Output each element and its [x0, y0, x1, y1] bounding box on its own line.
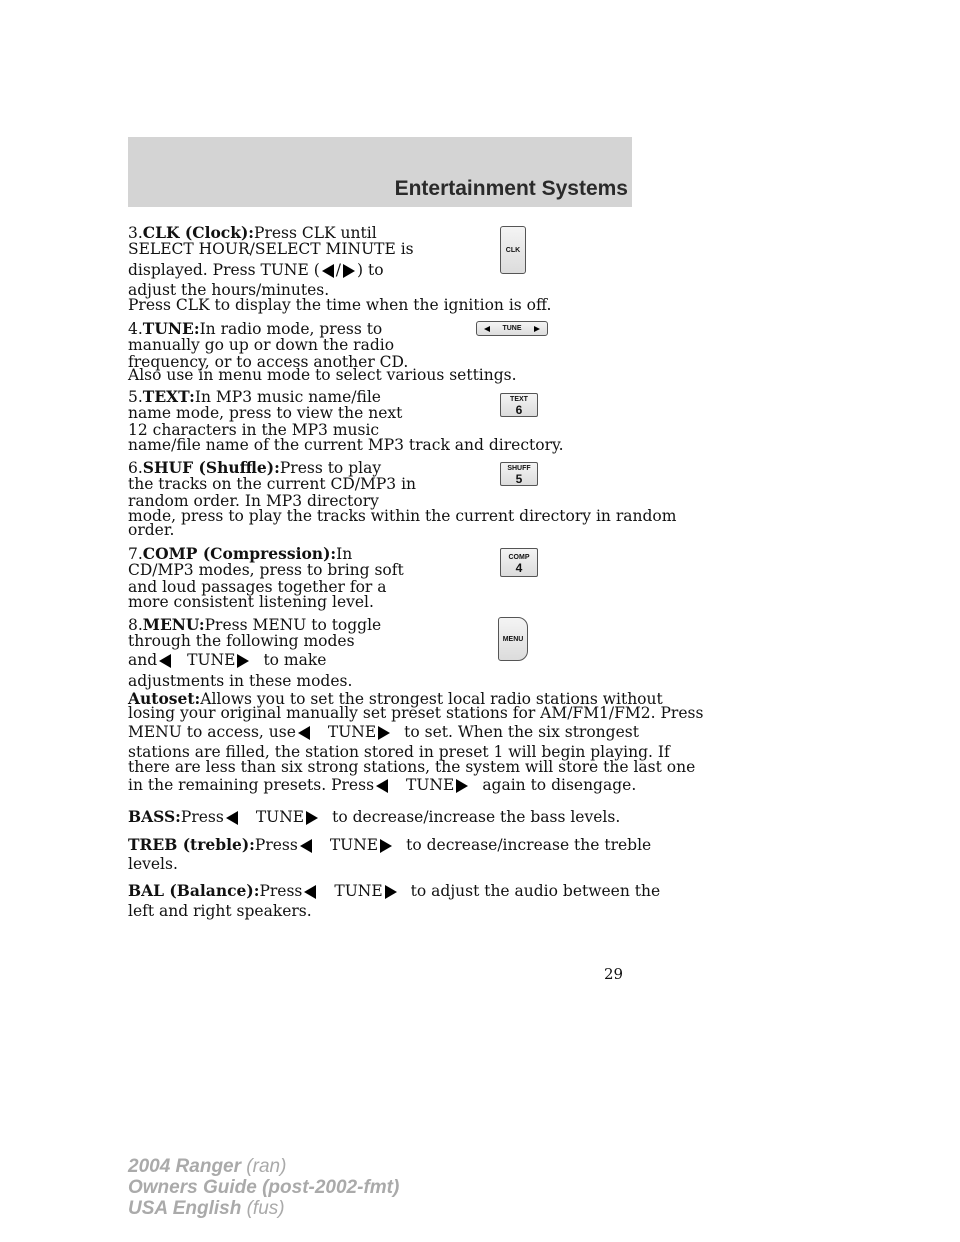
bal-text: to adjust the audio between the [410, 882, 661, 900]
clk-separator: / [335, 261, 341, 279]
shuf-text: Press to play [279, 459, 382, 477]
menu-text: Press MENU to toggle [204, 616, 382, 634]
text-label: TEXT: [142, 387, 195, 406]
autoset-tune-text: TUNE [327, 723, 377, 741]
tune-right-icon [534, 326, 540, 332]
shuf-line-3: random order. In MP3 directory [128, 492, 379, 510]
arrow-right-icon [237, 654, 249, 668]
shuf-line-5: order. [128, 521, 175, 539]
autoset-line-3 [128, 724, 639, 741]
comp-line-3: and loud passages together for a [128, 578, 387, 596]
autoset-text: MENU to access, use [128, 723, 296, 741]
tune-line-4: Also use in menu mode to select various settings. [128, 366, 517, 384]
comp-line-2: CD/MP3 modes, press to bring soft [128, 561, 404, 579]
comp-text: In [336, 545, 353, 563]
tune-button [476, 321, 548, 336]
comp-button-number: 4 [515, 560, 523, 575]
menu-text: and [128, 651, 158, 669]
item-number: 5. [128, 388, 143, 406]
item-number: 7. [128, 545, 143, 563]
clk-button-label: CLK [505, 246, 521, 254]
shuf-label: SHUF (Shuffle): [142, 458, 280, 477]
footer-model-code: (ran) [246, 1156, 287, 1177]
menu-button [498, 617, 528, 661]
section-title: Entertainment Systems [394, 177, 628, 200]
footer [128, 1156, 399, 1219]
arrow-left-icon [322, 264, 334, 278]
tune-line-3: frequency, or to access another CD. [128, 353, 409, 371]
menu-button-label: MENU [502, 635, 524, 643]
text-line-2: name mode, press to view the next [128, 404, 403, 422]
comp-button-label: COMP [508, 553, 530, 561]
header-band [128, 137, 632, 207]
bass-text: to decrease/increase the bass levels. [332, 808, 621, 826]
clk-line-4: adjust the hours/minutes. [128, 281, 330, 299]
bass-label: BASS: [128, 807, 181, 826]
footer-guide: Owners Guide (post-2002-fmt) [128, 1177, 400, 1198]
shuf-button-number: 5 [515, 472, 523, 486]
item-number: 3. [128, 224, 143, 242]
autoset-label: Autoset: [128, 689, 201, 708]
tune-label: TUNE: [142, 319, 200, 338]
text-button-number: 6 [515, 403, 523, 417]
treb-line-2: levels. [128, 855, 178, 873]
arrow-right-icon [380, 839, 392, 853]
item-number: 8. [128, 616, 143, 634]
footer-language-code: (fus) [246, 1198, 285, 1219]
arrow-left-icon [304, 885, 316, 899]
text-line-3: 12 characters in the MP3 music [128, 421, 380, 439]
arrow-right-icon [343, 264, 355, 278]
menu-label: MENU: [142, 615, 205, 634]
autoset-text: to set. When the six strongest [404, 723, 639, 741]
bal-line-1 [128, 882, 660, 900]
text-text: In MP3 music name/file [194, 388, 381, 406]
arrow-right-icon [378, 726, 390, 740]
comp-button [500, 548, 538, 577]
tune-left-icon [484, 326, 490, 332]
comp-label: COMP (Compression): [142, 544, 337, 563]
tune-text: In radio mode, press to [199, 320, 383, 338]
arrow-right-icon [306, 811, 318, 825]
treb-line-1 [128, 836, 651, 854]
menu-line-2: through the following modes [128, 632, 355, 650]
clk-line-5: Press CLK to display the time when the ignition is off. [128, 296, 552, 314]
treb-text: to decrease/increase the treble [406, 836, 652, 854]
bass-line [128, 808, 620, 826]
arrow-right-icon [385, 885, 397, 899]
arrow-left-icon [226, 811, 238, 825]
autoset-line-4: stations are filled, the station stored in preset 1 will begin playing. If [128, 743, 670, 761]
footer-line-3 [128, 1198, 399, 1219]
autoset-line-6 [128, 777, 636, 794]
autoset-text: in the remaining presets. Press [128, 776, 375, 794]
menu-text: to make [263, 651, 327, 669]
shuf-button-label: SHUFF [507, 465, 531, 472]
footer-model: 2004 Ranger [128, 1156, 242, 1177]
bal-line-2: left and right speakers. [128, 902, 312, 920]
text-button [500, 393, 538, 417]
arrow-left-icon [376, 779, 388, 793]
autoset-tune-text: TUNE [406, 776, 455, 794]
arrow-right-icon [456, 779, 468, 793]
bass-tune-text: TUNE [255, 808, 305, 826]
treb-tune-text: TUNE [329, 836, 379, 854]
treb-text: Press [254, 836, 298, 854]
text-line-4: name/file name of the current MP3 track and directory. [128, 436, 564, 454]
tune-line-2: manually go up or down the radio [128, 336, 395, 354]
treb-label: TREB (treble): [128, 835, 255, 854]
autoset-line-2: losing your original manually set preset stations for AM/FM1/FM2. Press [128, 704, 704, 722]
item-number: 6. [128, 459, 143, 477]
autoset-text: Allows you to set the strongest local radio stations without [200, 690, 663, 708]
bal-tune-text: TUNE [334, 882, 383, 900]
clk-button [500, 226, 526, 274]
comp-line-4: more consistent listening level. [128, 593, 374, 611]
item-number: 4. [128, 320, 143, 338]
clk-line-3 [128, 262, 384, 279]
shuf-line-4: mode, press to play the tracks within the current directory in random [128, 507, 677, 525]
shuf-line-2: the tracks on the current CD/MP3 in [128, 475, 417, 493]
autoset-text: again to disengage. [482, 776, 637, 794]
bal-text: Press [259, 882, 303, 900]
arrow-left-icon [300, 839, 312, 853]
page-number: 29 [604, 965, 624, 983]
clk-text: Press CLK until [254, 224, 377, 242]
clk-line-2: SELECT HOUR/SELECT MINUTE is [128, 240, 414, 258]
autoset-line-5: there are less than six strong stations, the system will store the last one [128, 758, 696, 776]
tune-button-label: TUNE [502, 325, 522, 332]
text-button-label: TEXT [510, 396, 528, 403]
shuf-button [500, 462, 538, 486]
clk-text: displayed. Press TUNE ( [128, 261, 320, 279]
bal-label: BAL (Balance): [128, 881, 260, 900]
footer-language: USA English [128, 1198, 242, 1219]
clk-label: CLK (Clock): [142, 223, 255, 242]
clk-text: ) to [357, 261, 384, 279]
footer-line-2 [128, 1177, 399, 1198]
menu-line-4: adjustments in these modes. [128, 672, 353, 690]
menu-tune-text: TUNE [187, 651, 236, 669]
bass-text: Press [180, 808, 224, 826]
arrow-left-icon [159, 654, 171, 668]
menu-line-3 [128, 652, 326, 669]
footer-line-1 [128, 1156, 399, 1177]
arrow-left-icon [298, 726, 310, 740]
